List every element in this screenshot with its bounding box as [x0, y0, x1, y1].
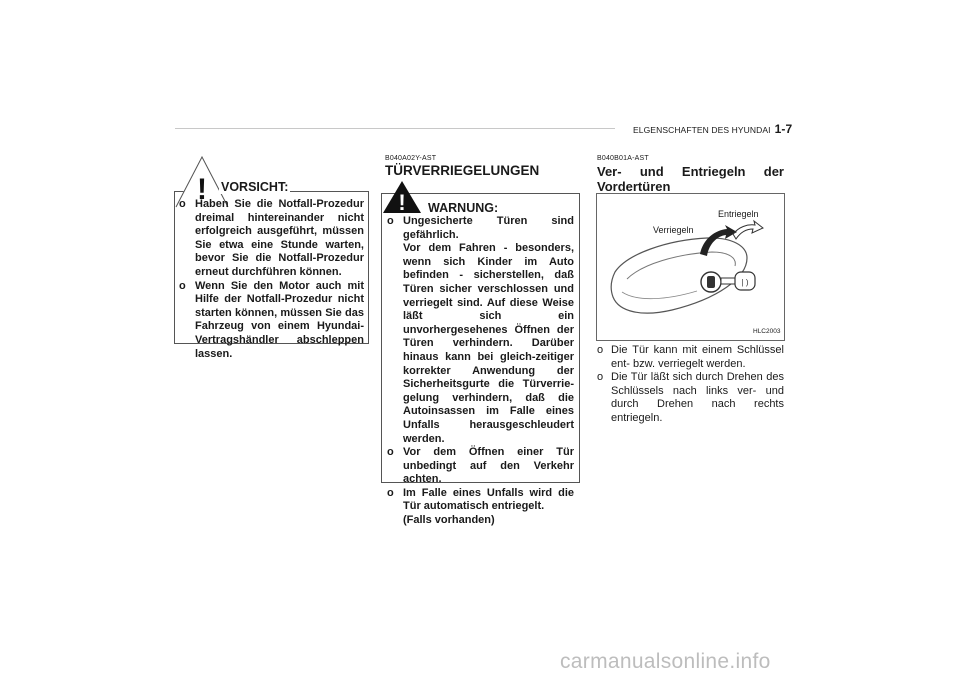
list-item: o Haben Sie die Notfall-Prozedur dreimal hintereinander nicht erfolgreich ausgeführt, müssen Sie etwa eine Stunde warten, bevor Sie die Notfall-Prozedur erneut durchführen können.	[179, 198, 364, 278]
list-item: o Ungesicherte Türen sind gefährlich. Vor dem Fahren - besonders, wenn sich Kinder im Auto befinden - sicherstellen, daß Türen sicher verschlossen und verriegelt sind. Auf diese Weise läßt sich ein unvorhergesehenes Öffnen der Türen verhindern. Darüber hinaus kann bei gleich-zeitiger korrekter Anwendung der Sicherheitsgurte die Türverrie-gelung verhindern, daß die Autoinsassen im Falle eines Unfalls herausgeschleudert werden.	[387, 215, 574, 445]
list-item: o Die Tür läßt sich durch Drehen des Schlüssels nach links ver- und durch Drehen nach rechts entriegeln.	[597, 371, 784, 424]
header-rule	[175, 128, 615, 129]
list-item: o Im Falle eines Unfalls wird die Tür automatisch entriegelt. (Falls vorhanden)	[387, 486, 574, 527]
section-title: Ver- und Entriegeln der Vordertüren	[597, 164, 784, 194]
caution-list	[179, 198, 364, 361]
section-title: TÜRVERRIEGELUNGEN	[385, 163, 540, 178]
section-code: B040A02Y-AST	[385, 155, 437, 162]
figure-code: HLC2003	[753, 328, 781, 335]
warning-box	[381, 190, 580, 527]
warning-title: WARNUNG:	[428, 201, 499, 215]
label-unlock: Entriegeln	[718, 209, 759, 219]
list-item: o Die Tür kann mit einem Schlüssel ent- bzw. verriegelt werden.	[597, 344, 784, 370]
svg-text:!: !	[398, 190, 406, 214]
label-lock: Verriegeln	[653, 225, 694, 235]
exclamation-triangle-icon	[382, 180, 422, 214]
running-header	[633, 122, 792, 136]
header-section: ELGENSCHAFTEN DES HYUNDAI	[633, 125, 771, 135]
section-code: B040B01A-AST	[597, 155, 649, 162]
caution-box	[174, 173, 369, 360]
page-number: 1-7	[774, 122, 793, 136]
warning-list	[387, 215, 574, 528]
list-item: o Wenn Sie den Motor auch mit Hilfe der Notfall-Prozedur nicht starten können, müssen Sie das Fahrzeug von einem Hyundai-Vertragshändler abschleppen lassen.	[179, 279, 364, 360]
instruction-list	[597, 344, 784, 426]
list-item: o Vor dem Öffnen einer Tür unbedingt auf den Verkehr achten.	[387, 446, 574, 486]
watermark: carmanualsonline.info	[560, 650, 771, 673]
svg-text:| ): | )	[741, 278, 749, 287]
caution-title: VORSICHT:	[221, 180, 289, 194]
svg-text:!: !	[197, 173, 207, 206]
door-lock-illustration	[596, 193, 785, 341]
